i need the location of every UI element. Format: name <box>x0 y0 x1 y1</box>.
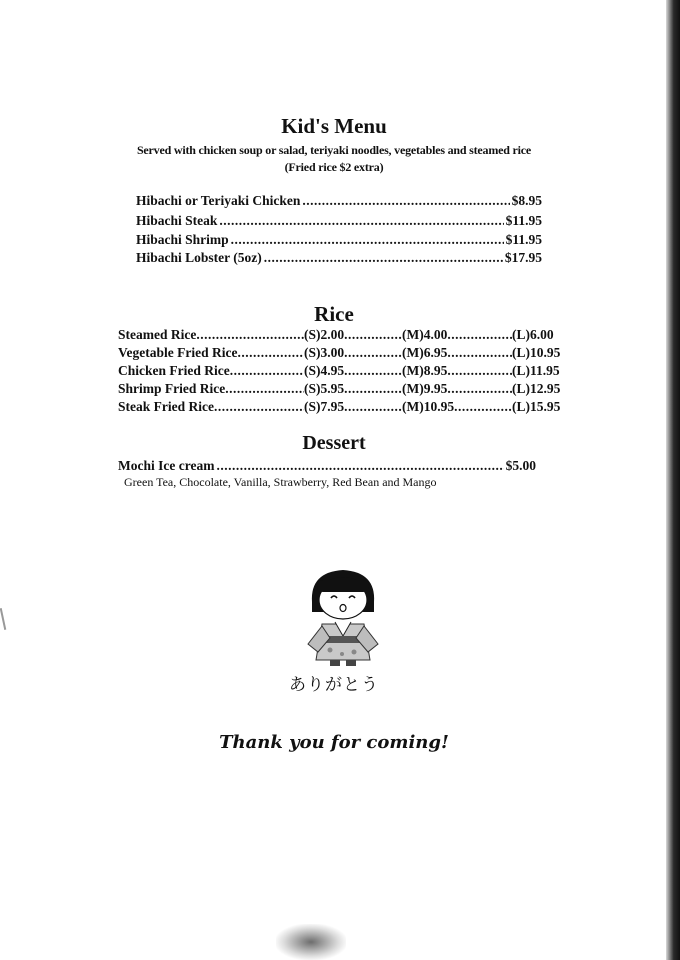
large-price: (L)6.00 <box>512 327 554 342</box>
large-price: (L)12.95 <box>512 381 561 396</box>
item-name: Hibachi or Teriyaki Chicken <box>136 193 301 208</box>
dot-leader <box>302 192 509 210</box>
small-price: (S)2.00 <box>304 327 345 342</box>
item-name: Chicken Fried Rice <box>118 363 230 378</box>
item-name: Steak Fried Rice <box>118 399 214 414</box>
item-name: Hibachi Shrimp <box>136 232 229 247</box>
arigato-text: ありがとう <box>289 675 379 695</box>
large-price: (L)15.95 <box>512 399 561 414</box>
dot-leader <box>219 212 503 230</box>
dot-leader <box>231 231 504 249</box>
medium-price: (M)6.95 <box>402 345 448 360</box>
kimono-girl-icon <box>300 566 386 670</box>
large-price: (L)11.95 <box>512 363 560 378</box>
rice-item <box>118 398 572 416</box>
item-price: $17.95 <box>504 250 542 265</box>
rice-item <box>118 362 572 380</box>
scan-smudge <box>276 924 346 960</box>
small-price: (S)5.95 <box>304 381 345 396</box>
rice-item <box>118 380 572 398</box>
dot-leader <box>216 457 503 475</box>
medium-price: (M)9.95 <box>402 381 448 396</box>
item-price: $5.00 <box>505 458 536 473</box>
item-name: Vegetable Fried Rice <box>118 345 238 360</box>
kids-menu-item <box>136 192 542 210</box>
small-price: (S)7.95 <box>304 399 345 414</box>
item-name: Hibachi Steak <box>136 213 218 228</box>
dessert-item <box>118 457 536 475</box>
item-price: $11.95 <box>505 213 542 228</box>
small-price: (S)3.00 <box>304 345 345 360</box>
item-name: Hibachi Lobster (5oz) <box>136 250 262 265</box>
item-name: Shrimp Fried Rice <box>118 381 226 396</box>
item-name: Steamed Rice <box>118 327 197 342</box>
medium-price: (M)8.95 <box>402 363 448 378</box>
kids-menu-item <box>136 249 542 267</box>
page-edge-shadow <box>666 0 680 960</box>
kids-menu-item <box>136 212 542 230</box>
kids-menu-note: (Fried rice $2 extra) <box>284 160 384 174</box>
dessert-flavors: Green Tea, Chocolate, Vanilla, Strawberry, Red Bean and Mango <box>124 475 437 489</box>
dot-leader <box>264 249 503 267</box>
item-price: $8.95 <box>511 193 542 208</box>
small-price: (S)4.95 <box>304 363 345 378</box>
large-price: (L)10.95 <box>512 345 561 360</box>
kids-menu-subtitle: Served with chicken soup or salad, teriyaki noodles, vegetables and steamed rice <box>136 143 532 157</box>
scan-mark <box>0 608 6 630</box>
thank-you-message: Thank you for coming! <box>219 732 449 753</box>
kids-menu-item <box>136 231 542 249</box>
rice-item <box>118 326 572 344</box>
rice-item <box>118 344 572 362</box>
kids-menu-title: Kid's Menu <box>281 114 387 138</box>
rice-title: Rice <box>314 302 354 326</box>
medium-price: (M)4.00 <box>402 327 448 342</box>
medium-price: (M)10.95 <box>402 399 455 414</box>
item-name: Mochi Ice cream <box>118 458 215 473</box>
dessert-title: Dessert <box>302 432 366 454</box>
item-price: $11.95 <box>505 232 542 247</box>
